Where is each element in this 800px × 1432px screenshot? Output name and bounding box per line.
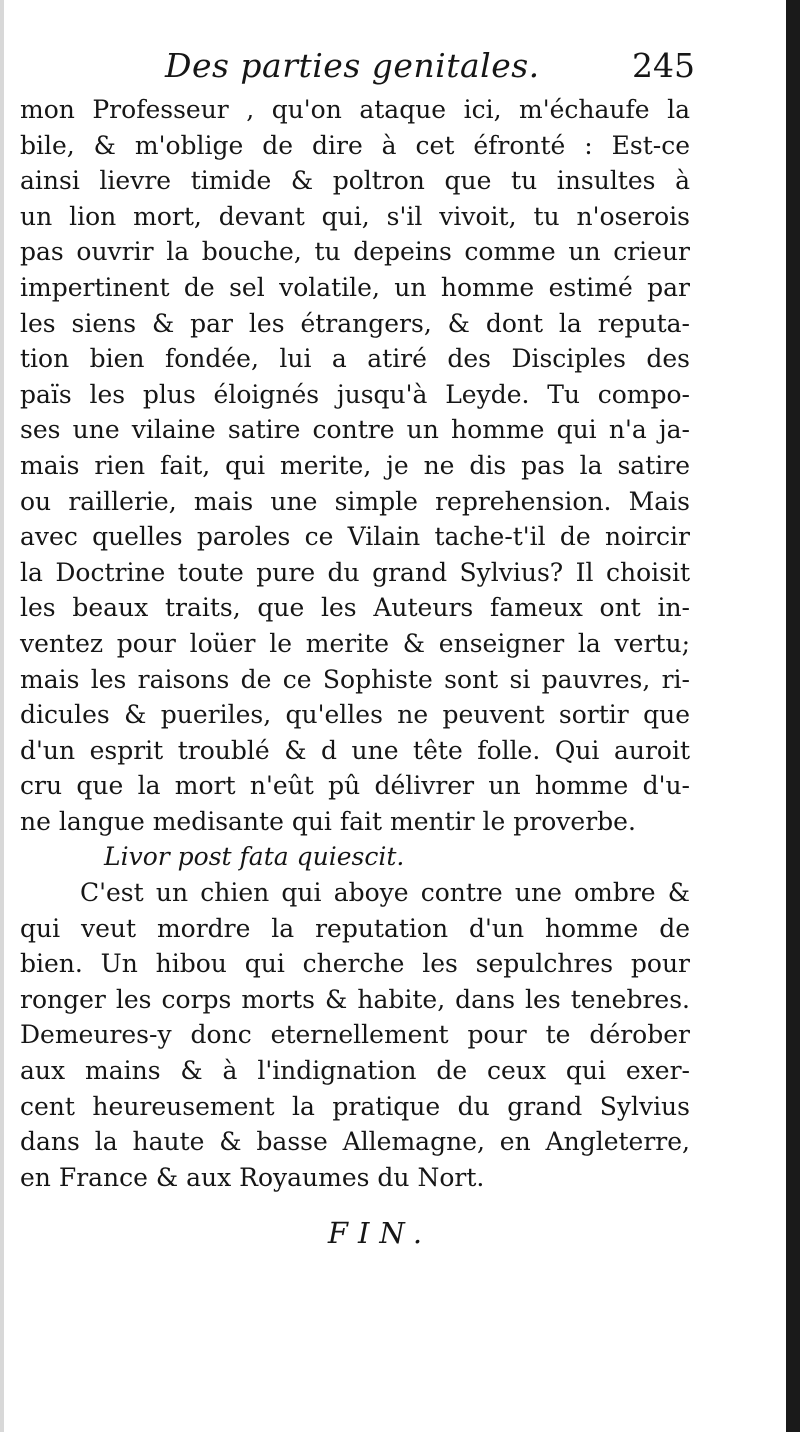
text-line: tion bien fondée, lui a atiré des Disciples des (20, 344, 690, 374)
page-header (60, 40, 695, 94)
text-line: ses une vilaine satire contre un homme qui n'a ja- (20, 415, 690, 445)
text-line: ne langue medisante qui fait mentir le proverbe. (20, 806, 636, 836)
paragraph-line: cent heureusement la pratique du grand Sylvius (20, 1091, 690, 1121)
text-line: cru que la mort n'eût pû délivrer un homme d'u- (20, 771, 690, 801)
text-line: mon Professeur , qu'on ataque ici, m'échaufe la (20, 95, 690, 124)
text-line: impertinent de sel volatile, un homme estimé par (20, 272, 690, 302)
paragraph-line: Demeures-y donc eternellement pour te dérober (20, 1020, 690, 1050)
text-line: les siens & par les étrangers, & dont la reputa- (20, 308, 690, 338)
finis-mark: FIN. (327, 1216, 433, 1250)
text-line: dicules & pueriles, qu'elles ne peuvent sortir que (20, 700, 690, 730)
text-line: pas ouvrir la bouche, tu depeins comme un crieur (20, 237, 690, 267)
text-line: mais les raisons de ce Sophiste sont si pauvres, ri- (20, 664, 690, 694)
paragraph-line: en France & aux Royaumes du Nort. (20, 1162, 485, 1192)
paragraph-line: bien. Un hibou qui cherche les sepulchres pour (20, 949, 690, 979)
text-line: ou raillerie, mais une simple reprehension. Mais (20, 486, 690, 516)
running-title: Des parties genitales. (165, 46, 540, 85)
scan-edge-right (786, 0, 800, 1432)
text-line: avec quelles paroles ce Vilain tache-t'il de noircir (20, 522, 690, 552)
text-line: mais rien fait, qui merite, je ne dis pas la satire (20, 450, 690, 480)
text-line: païs les plus éloignés jusqu'à Leyde. Tu compo- (20, 379, 690, 409)
text-line: la Doctrine toute pure du grand Sylvius? Il choisit (20, 557, 690, 587)
text-line: les beaux traits, que les Auteurs fameux ont in- (20, 593, 690, 623)
page-number: 245 (632, 46, 695, 85)
text-line: ventez pour loüer le merite & enseigner la vertu; (20, 628, 690, 658)
paragraph-line: qui veut mordre la reputation d'un homme de (20, 913, 690, 943)
text-line: bile, & m'oblige de dire à cet éfronté : Est-ce (20, 130, 690, 160)
text-line: ainsi lievre timide & poltron que tu insultes à (20, 166, 690, 196)
latin-quote: Livor post fata quiescit. (104, 842, 405, 872)
paragraph-line: dans la haute & basse Allemagne, en Angleterre, (20, 1127, 690, 1157)
paragraph-line: ronger les corps morts & habite, dans les tenebres. (20, 984, 690, 1014)
text-line: d'un esprit troublé & d une tête folle. Qui auroit (20, 735, 690, 765)
body-text (20, 92, 690, 1195)
paragraph-line: aux mains & à l'indignation de ceux qui exer- (20, 1056, 690, 1086)
paragraph-line: C'est un chien qui aboye contre une ombre & (80, 878, 690, 908)
text-line: un lion mort, devant qui, s'il vivoit, tu n'oserois (20, 201, 690, 231)
